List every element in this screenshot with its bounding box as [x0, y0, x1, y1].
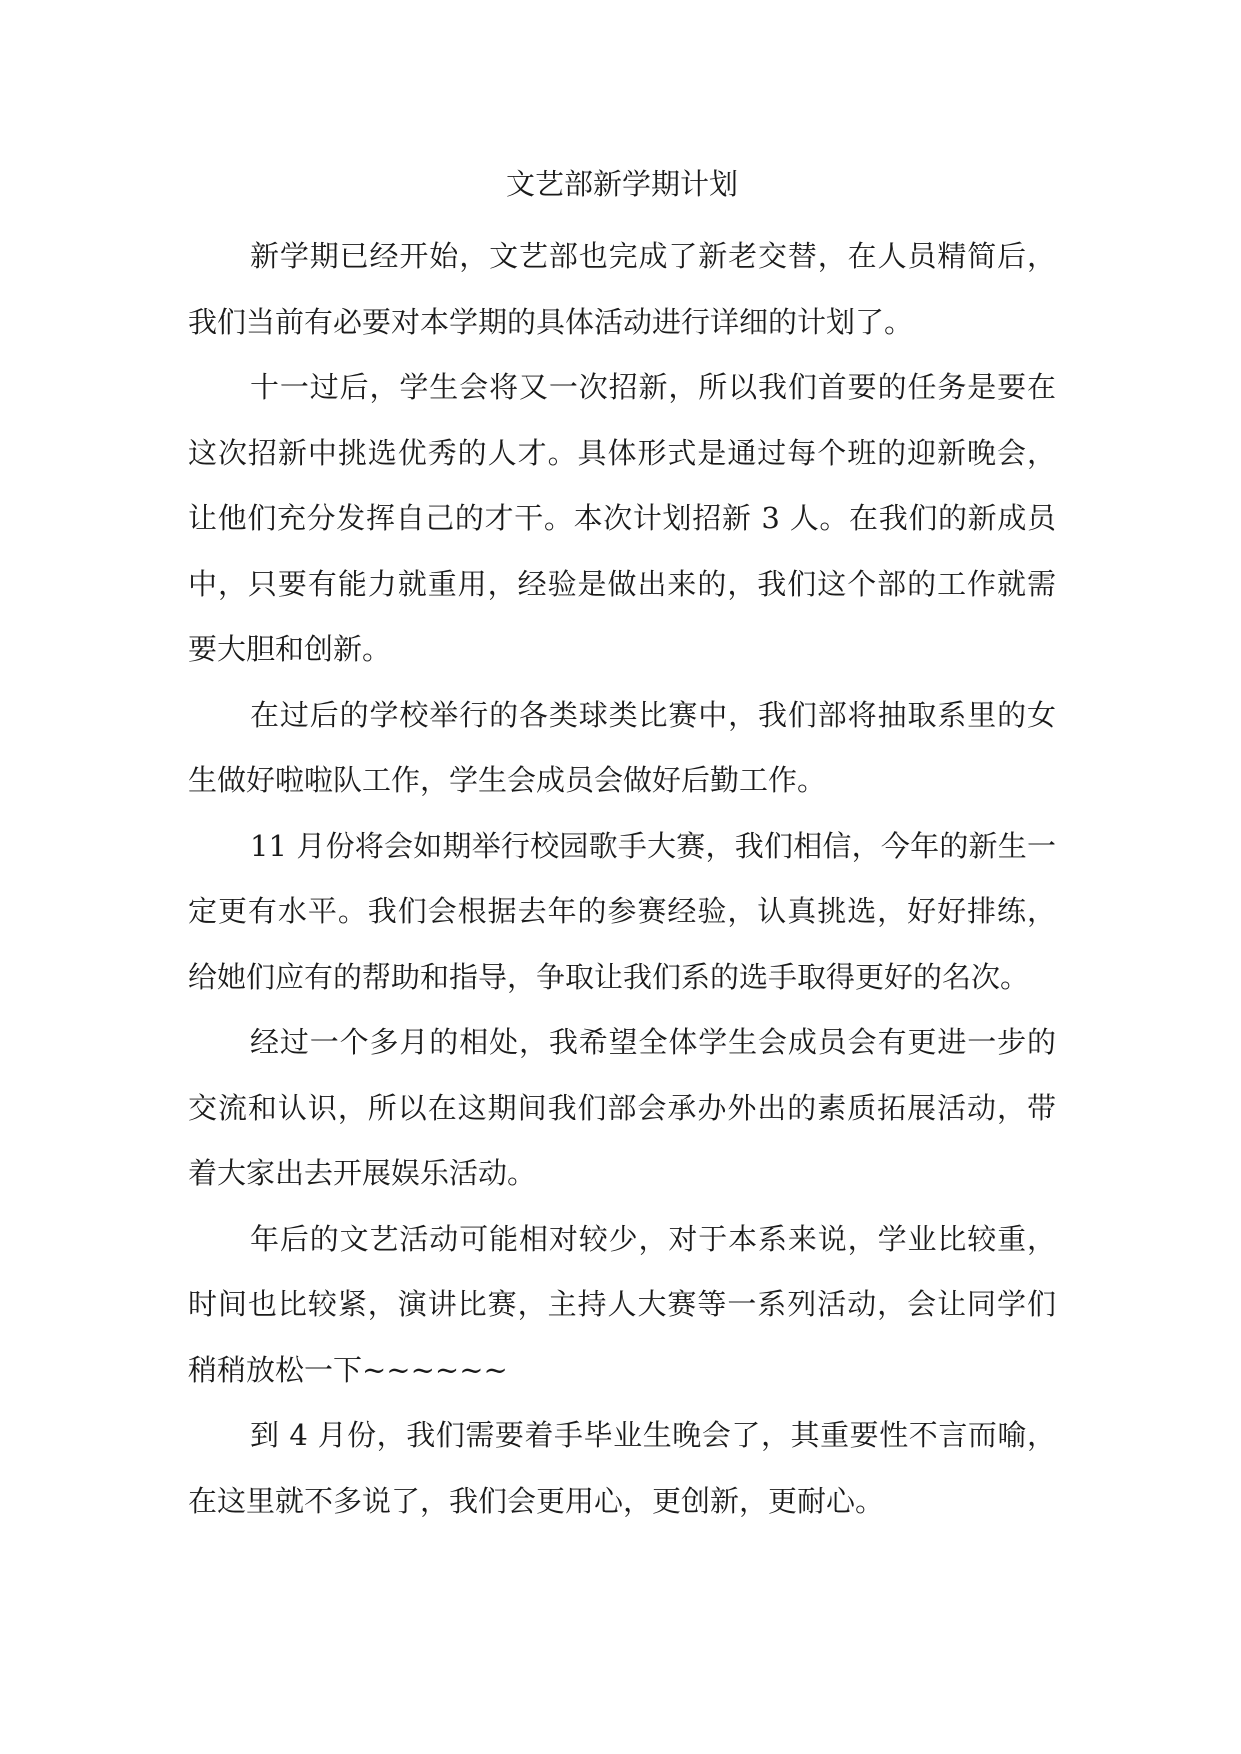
- paragraph-recruitment-plan: 十一过后，学生会将又一次招新，所以我们首要的任务是要在这次招新中挑选优秀的人才。具体形式是通过每个班的迎新晚会，让他们充分发挥自己的才干。本次计划招新 3 人。在我们的新成员中，只要有能力就重用，经验是做出来的，我们这个部的工作就需要大胆和创新。: [188, 370, 1056, 666]
- document-page: [188, 158, 1056, 1534]
- document-title: 文艺部新学期计划: [505, 167, 738, 201]
- paragraph-outdoor-activity: 经过一个多月的相处，我希望全体学生会成员会有更进一步的交流和认识，所以在这期间我们部会承办外出的素质拓展活动，带着大家出去开展娱乐活动。: [188, 1025, 1056, 1190]
- paragraph-graduation-party: 到 4 月份，我们需要着手毕业生晚会了，其重要性不言而喻，在这里就不多说了，我们会更用心，更创新，更耐心。: [188, 1418, 1056, 1518]
- paragraph-singer-contest: 11 月份将会如期举行校园歌手大赛，我们相信，今年的新生一定更有水平。我们会根据去年的参赛经验，认真挑选，好好排练，给她们应有的帮助和指导，争取让我们系的选手取得更好的名次。: [188, 828, 1056, 994]
- paragraph-post-new-year: 年后的文艺活动可能相对较少，对于本系来说，学业比较重，时间也比较紧，演讲比赛，主持人大赛等一系列活动，会让同学们稍稍放松一下~~~~~~: [188, 1221, 1056, 1387]
- paragraph-recruitment-intro: 新学期已经开始，文艺部也完成了新老交替，在人员精简后，我们当前有必要对本学期的具体活动进行详细的计划了。: [188, 239, 1056, 339]
- paragraph-ball-games: 在过后的学校举行的各类球类比赛中，我们部将抽取系里的女生做好啦啦队工作，学生会成员会做好后勤工作。: [188, 697, 1056, 797]
